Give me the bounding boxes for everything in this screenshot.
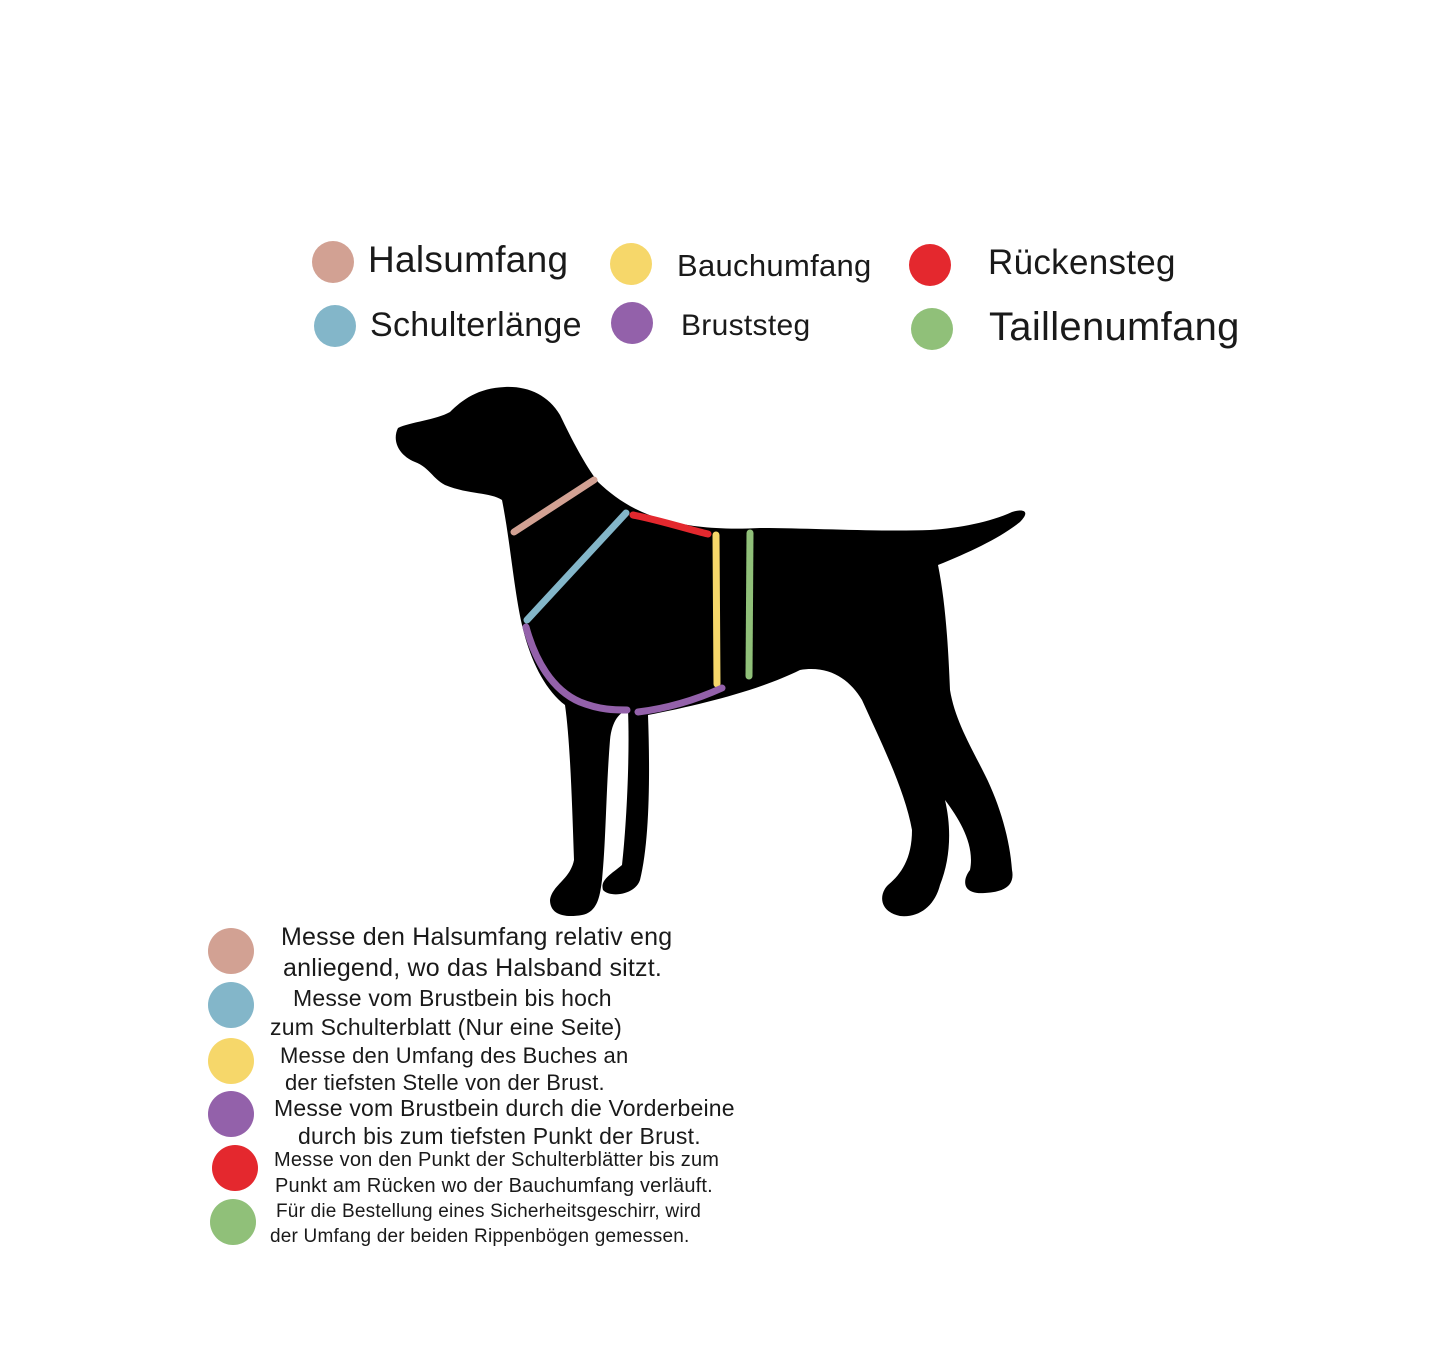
instruction-dot-bauchumfang	[208, 1038, 254, 1084]
instruction-line: Messe den Halsumfang relativ eng	[281, 923, 673, 951]
legend-label-halsumfang: Halsumfang	[368, 239, 569, 280]
legend-label-bauchumfang: Bauchumfang	[677, 248, 872, 283]
instruction-dot-rueckensteg	[212, 1145, 258, 1191]
legend-label-schulterlaenge: Schulterlänge	[370, 305, 582, 344]
instruction-line: Messe von den Punkt der Schulterblätter bis zum	[274, 1149, 720, 1171]
dog-body	[396, 387, 1026, 916]
instruction-dot-taillenumfang	[210, 1199, 256, 1245]
legend-label-taillenumfang: Taillenumfang	[989, 305, 1240, 349]
instruction-line: durch bis zum tiefsten Punkt der Brust.	[298, 1123, 701, 1149]
legend-label-rueckensteg: Rückensteg	[988, 243, 1176, 282]
instruction-dot-halsumfang	[208, 928, 254, 974]
instruction-line: Punkt am Rücken wo der Bauchumfang verläuft.	[275, 1175, 713, 1197]
instruction-dot-schulterlaenge	[208, 982, 254, 1028]
measure-line-bauchumfang	[716, 535, 717, 684]
instruction-line: Messe vom Brustbein durch die Vorderbeine	[274, 1095, 735, 1121]
instruction-line: Messe vom Brustbein bis hoch	[293, 985, 612, 1011]
instruction-line: zum Schulterblatt (Nur eine Seite)	[270, 1014, 622, 1040]
instruction-line: Messe den Umfang des Buches an	[280, 1043, 629, 1068]
dog-silhouette	[396, 387, 1026, 916]
instruction-line: anliegend, wo das Halsband sitzt.	[283, 954, 663, 982]
legend-label-bruststeg: Bruststeg	[681, 309, 811, 342]
instruction-line: Für die Bestellung eines Sicherheitsgeschirr, wird	[276, 1201, 702, 1222]
instruction-dot-bruststeg	[208, 1091, 254, 1137]
instruction-line: der tiefsten Stelle von der Brust.	[285, 1070, 605, 1095]
measure-line-taillenumfang	[749, 533, 750, 676]
instruction-line: der Umfang der beiden Rippenbögen gemessen.	[270, 1226, 690, 1247]
